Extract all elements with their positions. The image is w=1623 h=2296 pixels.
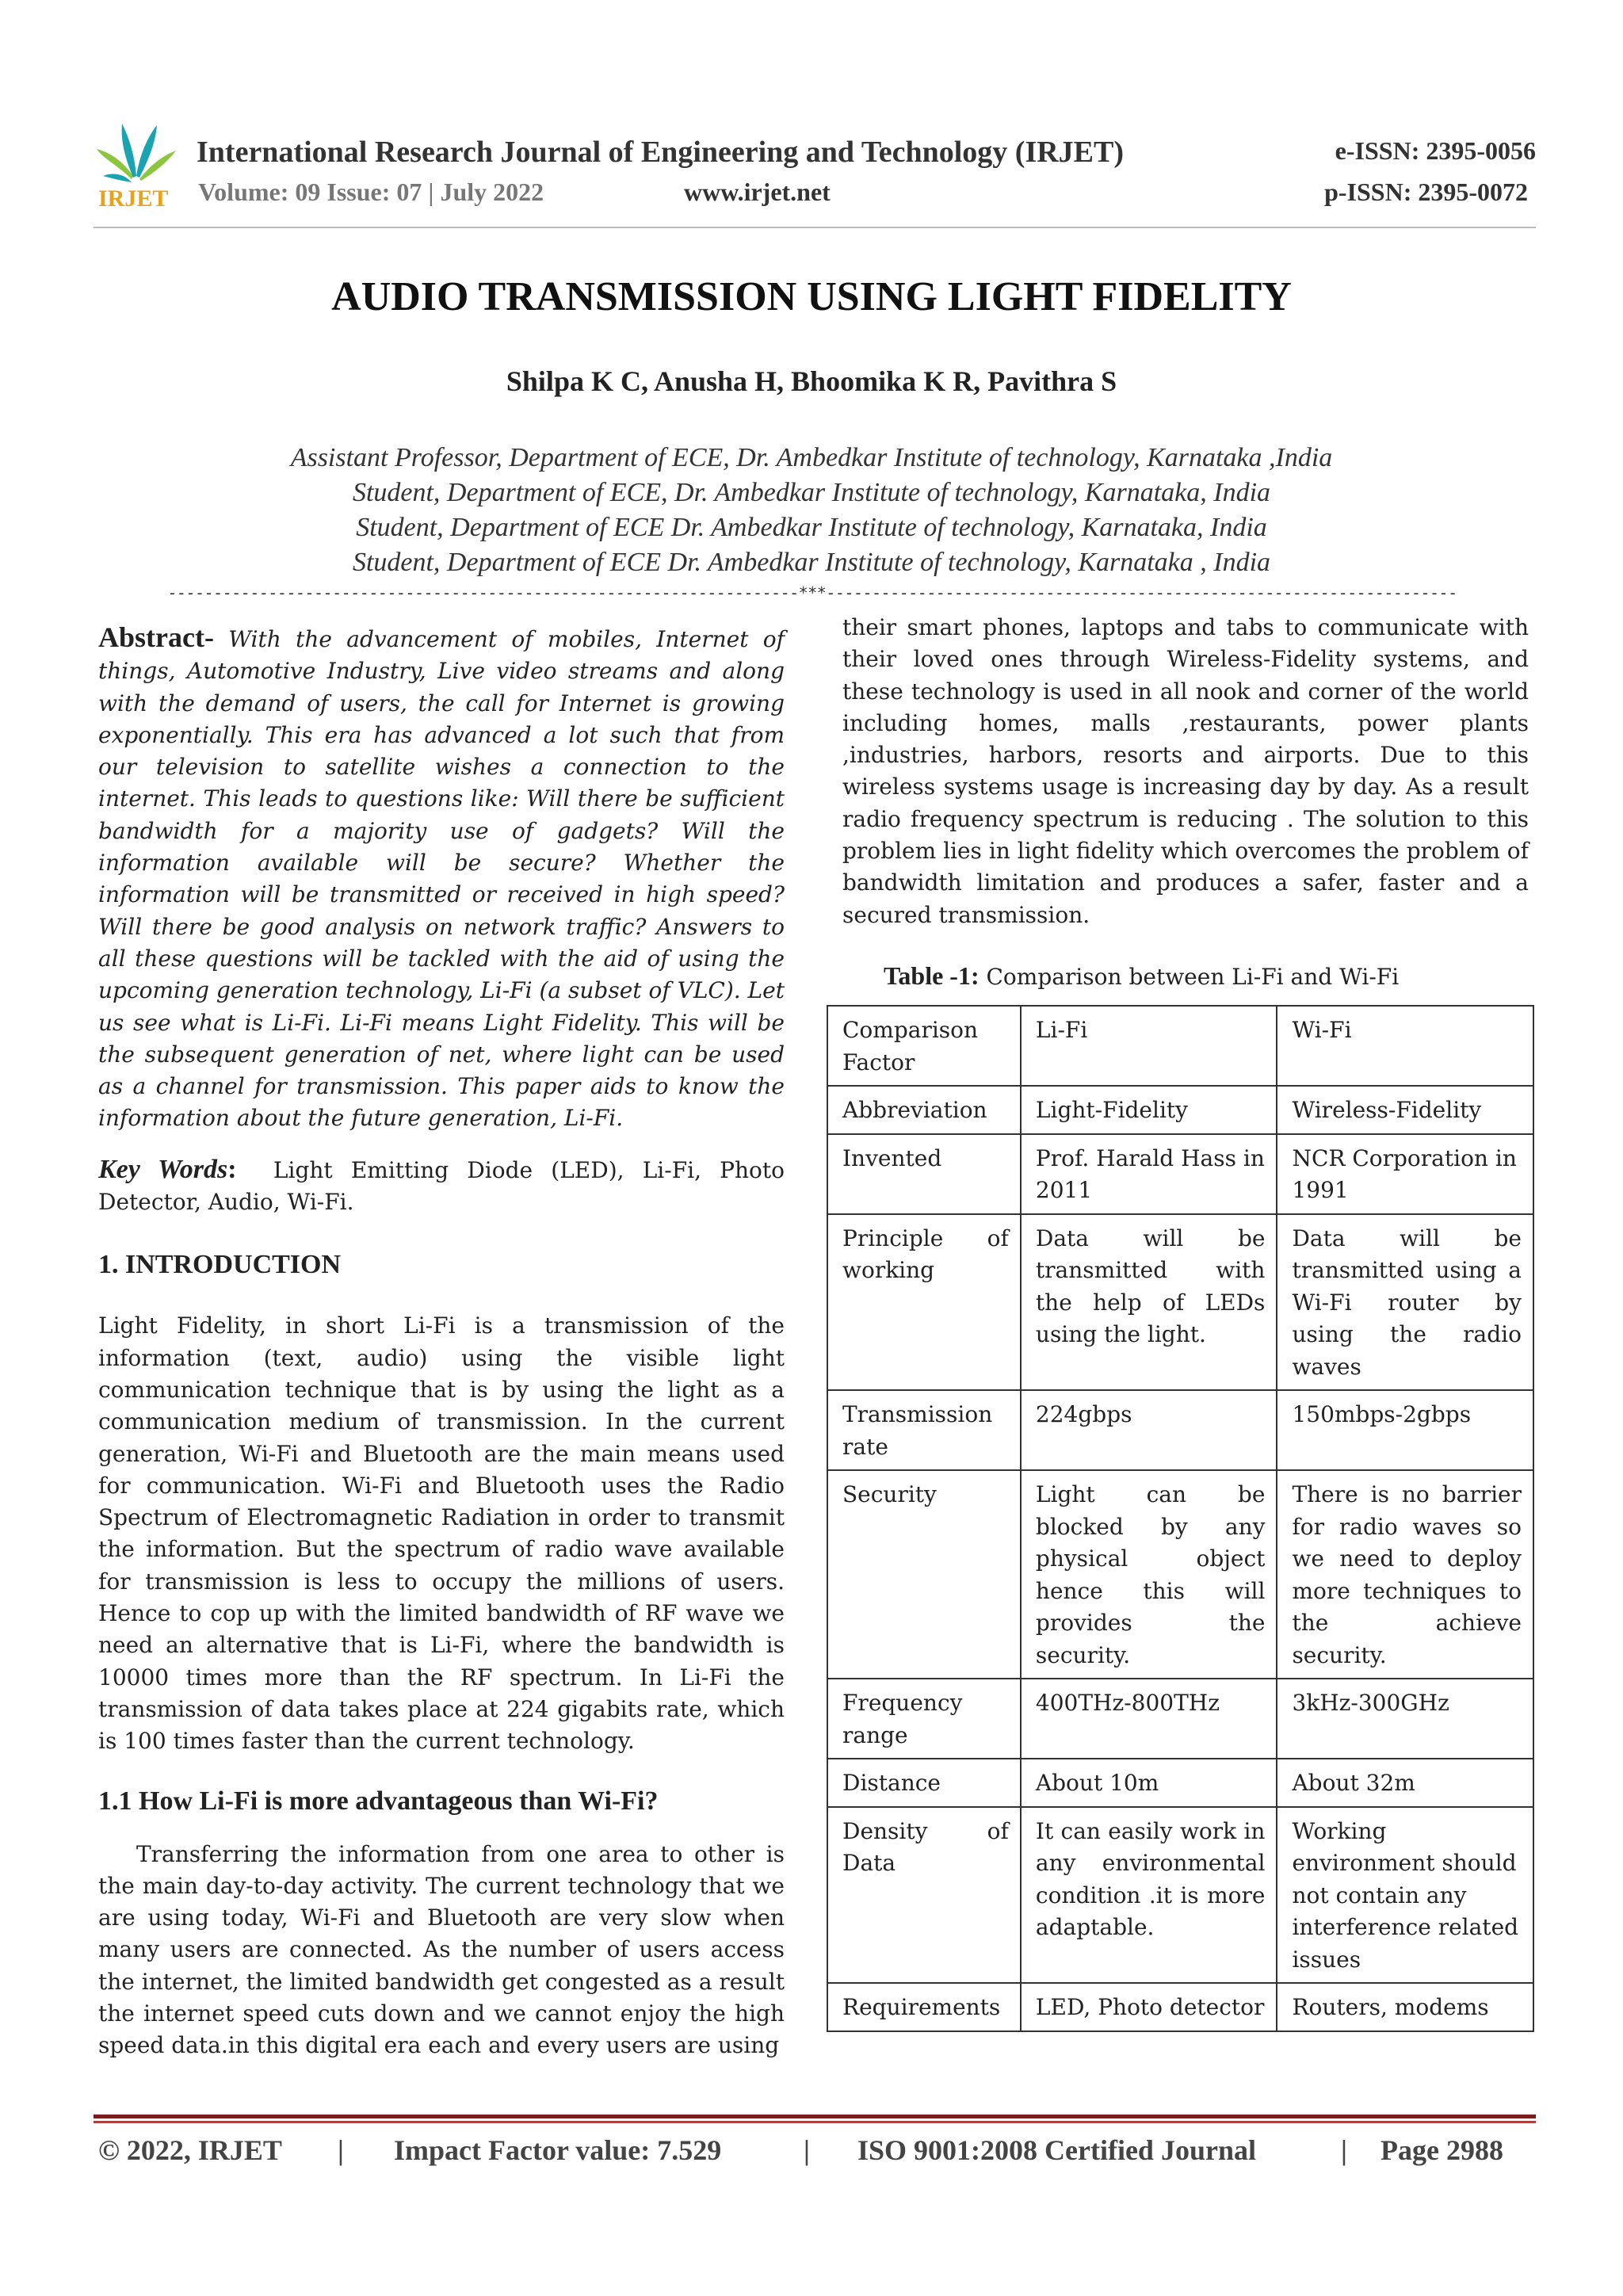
table-cell: Li-Fi <box>1021 1006 1277 1086</box>
affiliation-line: Student, Department of ECE Dr. Ambedkar Institute of technology, Karnataka , India <box>352 548 1271 577</box>
table-cell: Principle of working <box>827 1214 1021 1391</box>
journal-name: International Research Journal of Engineering and Technology (IRJET) <box>197 136 1125 169</box>
irjet-logo <box>94 117 181 211</box>
introduction-text: Light Fidelity, in short Li-Fi is a transmission of the information (text, audio) using the visible light communication technique that is by using the light as a communication medium of transmission. In the current generation, Wi-Fi and Bluetooth are the main means used for communication. Wi-Fi and Bluetooth uses the Radio Spectrum of Electromagnetic Radiation in order to transmit the information. But the spectrum of radio wave available for transmission is less to occupy the millions of users. Hence to cop up with the limited bandwidth of RF wave we need an alternative that is Li-Fi, where the bandwidth is 10000 times more than the RF spectrum. In Li-Fi the transmission of data takes place at 224 gigabits rate, which is 100 times faster than the current technology. <box>98 1312 785 1755</box>
table-cell: 150mbps-2gbps <box>1277 1390 1533 1470</box>
table-cell: Comparison Factor <box>827 1006 1021 1086</box>
keywords: Key Words: Light Emitting Diode (LED), Li-Fi, Photo Detector, Audio, Wi-Fi. <box>98 1154 785 1216</box>
left-column <box>98 618 785 2062</box>
logo-text: IRJET <box>98 185 169 211</box>
affiliation-line: Student, Department of ECE Dr. Ambedkar Institute of technology, Karnataka, India <box>356 513 1267 542</box>
keywords-text: Light Emitting Diode (LED), Li-Fi, Photo Detector, Audio, Wi-Fi. <box>98 1156 785 1216</box>
table-cell: Data will be transmitted with the help of LEDs using the light. <box>1021 1214 1277 1391</box>
table-row <box>827 1390 1533 1470</box>
table-row <box>827 1086 1533 1134</box>
table-caption <box>842 961 1529 991</box>
table-cell: Routers, modems <box>1277 1983 1533 2031</box>
table-row <box>827 1214 1533 1391</box>
table-row <box>827 1983 1533 2031</box>
footer-divider <box>94 2115 1536 2118</box>
table-row <box>827 1470 1533 1679</box>
comparison-table <box>827 1005 1534 2032</box>
keywords-heading: Key Words <box>98 1154 228 1184</box>
table-cell: Prof. Harald Hass in 2011 <box>1021 1134 1277 1214</box>
table-cell: Density of Data <box>827 1807 1021 1984</box>
table-cell: Data will be transmitted using a Wi-Fi router by using the radio waves <box>1277 1214 1533 1391</box>
table-caption-text: Comparison between Li-Fi and Wi-Fi <box>979 963 1400 990</box>
footer-impact-factor: Impact Factor value: 7.529 <box>394 2134 722 2166</box>
e-issn: e-ISSN: 2395-0056 <box>1335 136 1536 165</box>
section-separator: ---------------------------------------------------------------------***--------------------------------------------------------------------- <box>167 583 1457 602</box>
table-cell: Requirements <box>827 1983 1021 2031</box>
footer-divider-thin <box>94 2121 1536 2123</box>
footer-separator: | <box>1341 2134 1347 2166</box>
journal-website: www.irjet.net <box>684 178 831 206</box>
table-cell: Light-Fidelity <box>1021 1086 1277 1134</box>
table-cell: 3kHz-300GHz <box>1277 1679 1533 1759</box>
p-issn: p-ISSN: 2395-0072 <box>1324 178 1528 206</box>
table-cell: About 32m <box>1277 1759 1533 1807</box>
section-heading-introduction: 1. INTRODUCTION <box>98 1250 342 1280</box>
advantages-text-right: their smart phones, laptops and tabs to communicate with their loved ones through Wireless-Fidelity systems, and these technology is used in all nook and corner of the world including homes, malls ,restaurants, power plants ,industries, harbors, resorts and airports. Due to this wireless systems usage is increasing day by day. As a result radio frequency spectrum is reducing . The solution to this problem lies in light fidelity which overcomes the problem of bandwidth limitation and produces a safer, faster and a secured transmission. <box>842 614 1529 928</box>
paper-authors: Shilpa K C, Anusha H, Bhoomika K R, Pavithra S <box>506 365 1117 397</box>
author-affiliations <box>0 441 1623 580</box>
table-cell: LED, Photo detector <box>1021 1983 1277 2031</box>
footer-separator: | <box>338 2134 344 2166</box>
table-cell: Distance <box>827 1759 1021 1807</box>
volume-issue: Volume: 09 Issue: 07 | July 2022 <box>198 178 544 206</box>
table-cell: Wi-Fi <box>1277 1006 1533 1086</box>
table-cell: Light can be blocked by any physical object hence this will provides the security. <box>1021 1470 1277 1679</box>
table-cell: Transmission rate <box>827 1390 1021 1470</box>
table-caption-label: Table -1: <box>884 961 980 990</box>
table-cell: About 10m <box>1021 1759 1277 1807</box>
right-column <box>842 614 1529 991</box>
table-cell: Security <box>827 1470 1021 1679</box>
table-cell: It can easily work in any environmental condition .it is more adaptable. <box>1021 1807 1277 1984</box>
footer-copyright: © 2022, IRJET <box>98 2134 282 2166</box>
table-cell: 224gbps <box>1021 1390 1277 1470</box>
affiliation-line: Student, Department of ECE, Dr. Ambedkar Institute of technology, Karnataka, India <box>352 478 1271 507</box>
table-row <box>827 1807 1533 1984</box>
affiliation-line: Assistant Professor, Department of ECE, Dr. Ambedkar Institute of technology, Karnataka ,India <box>290 443 1333 472</box>
journal-header <box>94 117 1536 228</box>
header-divider <box>94 227 1536 228</box>
table-row <box>827 1759 1533 1807</box>
footer-iso: ISO 9001:2008 Certified Journal <box>857 2134 1256 2166</box>
table-row <box>827 1006 1533 1086</box>
table-cell: Abbreviation <box>827 1086 1021 1134</box>
table-cell: NCR Corporation in 1991 <box>1277 1134 1533 1214</box>
table-cell: There is no barrier for radio waves so we need to deploy more techniques to the achieve security. <box>1277 1470 1533 1679</box>
table-cell: Working environment should not contain any interference related issues <box>1277 1807 1533 1984</box>
table-cell: Invented <box>827 1134 1021 1214</box>
advantages-text-left: Transferring the information from one area to other is the main day-to-day activity. The current technology that we are using today, Wi-Fi and Bluetooth are very slow when many users are connected. As the number of users access the internet, the limited bandwidth get congested as a result the internet speed cuts down and we cannot enjoy the high speed data.in this digital era each and every users are using <box>98 1840 785 2059</box>
footer-separator: | <box>804 2134 810 2166</box>
paper-title: AUDIO TRANSMISSION USING LIGHT FIDELITY <box>331 274 1292 319</box>
abstract-text: With the advancement of mobiles, Internet of things, Automotive Industry, Live video streams and along with the demand of users, the call for Internet is growing exponentially. This era has advanced a lot such that from our television to satellite wishes a connection to the internet. This leads to questions like: Will there be sufficient bandwidth for a majority use of gadgets? Will the information available will be secure? Whether the information will be transmitted or received in high speed? Will there be good analysis on network traffic? Answers to all these questions will be tackled with the aid of using the upcoming generation technology, Li-Fi (a subset of VLC). Let us see what is Li-Fi. Li-Fi means Light Fidelity. This will be the subsequent generation of net, where light can be used as a channel for transmission. This paper aids to know the information about the future generation, Li-Fi. <box>98 626 785 1132</box>
table-cell: Wireless-Fidelity <box>1277 1086 1533 1134</box>
footer-page-number: Page 2988 <box>1381 2134 1503 2166</box>
abstract <box>98 621 785 1135</box>
section-heading-advantages: 1.1 How Li-Fi is more advantageous than Wi-Fi? <box>98 1786 659 1816</box>
table-cell: 400THz-800THz <box>1021 1679 1277 1759</box>
table-row <box>827 1134 1533 1214</box>
table-cell: Frequency range <box>827 1679 1021 1759</box>
abstract-heading: Abstract- <box>98 621 214 653</box>
table-row <box>827 1679 1533 1759</box>
